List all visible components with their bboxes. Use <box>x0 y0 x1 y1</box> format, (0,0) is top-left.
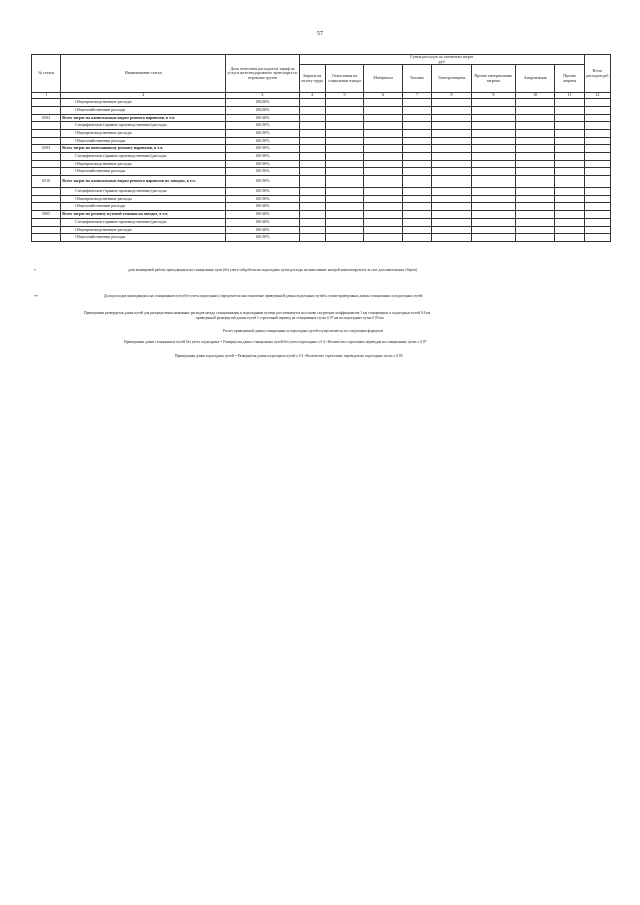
empty-value-cell <box>515 203 555 211</box>
empty-value-cell <box>325 99 364 107</box>
tariff-share: 100,00% <box>226 106 299 114</box>
header-depreciation: Амортизация <box>515 65 555 93</box>
empty-value-cell <box>584 99 610 107</box>
empty-value-cell <box>299 203 325 211</box>
empty-value-cell <box>555 153 584 161</box>
empty-value-cell <box>299 114 325 122</box>
table-row <box>32 226 611 234</box>
article-name: Общепроизводственные расходы <box>61 160 226 168</box>
footnote-2: Доля расходов приходящаяся на станционные пути (без учета подъездных) определяется как отношение приведенной длины подъездных путей к сумме приведенных длины станционных и подъездных путей <box>104 294 423 298</box>
tariff-share: 100,00% <box>226 99 299 107</box>
empty-value-cell <box>402 99 431 107</box>
header-other-costs: Прочие затраты <box>555 65 584 93</box>
empty-value-cell <box>402 195 431 203</box>
empty-value-cell <box>299 153 325 161</box>
article-name: Всего затрат по капитальным видам ремонта паровозов, в т.ч. <box>61 114 226 122</box>
empty-value-cell <box>325 114 364 122</box>
empty-value-cell <box>432 129 472 137</box>
table-row <box>32 176 611 188</box>
empty-value-cell <box>325 234 364 242</box>
article-code: 6503 <box>32 145 61 153</box>
empty-value-cell <box>471 129 515 137</box>
article-name: Общехозяйственные расходы <box>61 106 226 114</box>
header-cost-elements <box>299 55 584 65</box>
article-code <box>32 137 61 145</box>
empty-value-cell <box>299 188 325 196</box>
empty-value-cell <box>364 99 403 107</box>
empty-value-cell <box>432 203 472 211</box>
empty-value-cell <box>515 129 555 137</box>
empty-value-cell <box>432 137 472 145</box>
empty-value-cell <box>515 137 555 145</box>
empty-value-cell <box>299 226 325 234</box>
article-code: 5005 <box>32 211 61 219</box>
expense-table <box>31 54 611 242</box>
empty-value-cell <box>299 129 325 137</box>
empty-value-cell <box>364 188 403 196</box>
footnote-1: доля маневровой работы приходящаяся на станционные пути (без учета той работы на подъездных путях расходы на выполнение которой компенсируются за счет дополнительных сборов) <box>128 268 417 272</box>
empty-value-cell <box>402 129 431 137</box>
article-name: Всего затрат по капитальным видам ремонта паровозов по заводам, в т.ч. <box>61 176 226 188</box>
empty-value-cell <box>299 137 325 145</box>
column-number: 4 <box>299 93 325 99</box>
empty-value-cell <box>555 211 584 219</box>
empty-value-cell <box>584 234 610 242</box>
empty-value-cell <box>471 145 515 153</box>
empty-value-cell <box>432 234 472 242</box>
tariff-share: 100 00% <box>226 129 299 137</box>
empty-value-cell <box>364 122 403 130</box>
footnote-3-line2: приведенной развернутой длины путей 1 стрелочный перевод на станционных путях 0 07 км на подъездных путях 0 05 км <box>196 316 384 320</box>
empty-value-cell <box>402 176 431 188</box>
empty-value-cell <box>471 195 515 203</box>
tariff-share: 100 00% <box>226 122 299 130</box>
empty-value-cell <box>584 195 610 203</box>
footnote-6: Приведенная длина подъездных путей = Развернутая длина подъездных путей x 0 4 +Количество стрелочных переводов на подъездных путях x 0 05 <box>175 354 403 358</box>
empty-value-cell <box>515 153 555 161</box>
tariff-share: 100 00% <box>226 226 299 234</box>
empty-value-cell <box>299 145 325 153</box>
empty-value-cell <box>402 114 431 122</box>
article-code: 6510 <box>32 176 61 188</box>
empty-value-cell <box>515 176 555 188</box>
empty-value-cell <box>432 176 472 188</box>
column-number: 1 <box>32 93 61 99</box>
empty-value-cell <box>325 129 364 137</box>
empty-value-cell <box>584 218 610 226</box>
header-social-contributions: Отчисления на социальные нужды <box>325 65 364 93</box>
empty-value-cell <box>471 226 515 234</box>
tariff-share: 100 00% <box>226 211 299 219</box>
article-name: Всего затрат по внеплановому ремонту паровозов, в т.ч. <box>61 145 226 153</box>
empty-value-cell <box>584 137 610 145</box>
header-other-material: Прочие материальные затраты <box>471 65 515 93</box>
empty-value-cell <box>299 168 325 176</box>
empty-value-cell <box>515 99 555 107</box>
empty-value-cell <box>432 153 472 161</box>
empty-value-cell <box>555 176 584 188</box>
column-number: 10 <box>515 93 555 99</box>
table-row <box>32 153 611 161</box>
table-row <box>32 203 611 211</box>
empty-value-cell <box>364 145 403 153</box>
empty-value-cell <box>432 188 472 196</box>
empty-value-cell <box>555 188 584 196</box>
tariff-share: 100 00% <box>226 114 299 122</box>
empty-value-cell <box>299 160 325 168</box>
empty-value-cell <box>584 226 610 234</box>
empty-value-cell <box>555 168 584 176</box>
empty-value-cell <box>515 106 555 114</box>
empty-value-cell <box>364 218 403 226</box>
empty-value-cell <box>584 176 610 188</box>
empty-value-cell <box>471 168 515 176</box>
article-code <box>32 106 61 114</box>
empty-value-cell <box>364 106 403 114</box>
empty-value-cell <box>364 137 403 145</box>
empty-value-cell <box>364 203 403 211</box>
tariff-share: 100 00% <box>226 188 299 196</box>
empty-value-cell <box>555 137 584 145</box>
article-name: Специфические (прямые производственные) расходы <box>61 218 226 226</box>
table-row <box>32 122 611 130</box>
article-name: Общехозяйственные расходы <box>61 137 226 145</box>
empty-value-cell <box>402 203 431 211</box>
article-code <box>32 203 61 211</box>
empty-value-cell <box>555 122 584 130</box>
empty-value-cell <box>471 122 515 130</box>
footnote-marker-1: * <box>34 268 36 273</box>
column-number: 6 <box>364 93 403 99</box>
empty-value-cell <box>432 99 472 107</box>
empty-value-cell <box>432 160 472 168</box>
column-number: 5 <box>325 93 364 99</box>
empty-value-cell <box>402 234 431 242</box>
empty-value-cell <box>325 203 364 211</box>
empty-value-cell <box>364 168 403 176</box>
empty-value-cell <box>584 203 610 211</box>
page-number: 57 <box>317 31 323 37</box>
empty-value-cell <box>402 218 431 226</box>
empty-value-cell <box>325 106 364 114</box>
tariff-share: 100 00% <box>226 168 299 176</box>
empty-value-cell <box>325 188 364 196</box>
tariff-share: 100 00% <box>226 195 299 203</box>
tariff-share: 100 00% <box>226 145 299 153</box>
empty-value-cell <box>471 234 515 242</box>
empty-value-cell <box>325 211 364 219</box>
empty-value-cell <box>432 195 472 203</box>
empty-value-cell <box>584 145 610 153</box>
empty-value-cell <box>402 153 431 161</box>
empty-value-cell <box>584 160 610 168</box>
table-row <box>32 211 611 219</box>
empty-value-cell <box>471 188 515 196</box>
article-name: Общехозяйственные расходы <box>61 203 226 211</box>
empty-value-cell <box>432 226 472 234</box>
article-name: Общехозяйственные расходы <box>61 234 226 242</box>
article-name: Общехозяйственные расходы <box>61 168 226 176</box>
empty-value-cell <box>402 211 431 219</box>
article-code <box>32 226 61 234</box>
empty-value-cell <box>364 226 403 234</box>
tariff-share: 100 00% <box>226 160 299 168</box>
article-code <box>32 99 61 107</box>
empty-value-cell <box>432 122 472 130</box>
empty-value-cell <box>471 160 515 168</box>
empty-value-cell <box>402 106 431 114</box>
article-name: Специфические (прямые производственные) расходы <box>61 153 226 161</box>
empty-value-cell <box>402 145 431 153</box>
empty-value-cell <box>325 122 364 130</box>
article-code <box>32 122 61 130</box>
article-code <box>32 234 61 242</box>
empty-value-cell <box>471 153 515 161</box>
tariff-share: 100 00% <box>226 137 299 145</box>
empty-value-cell <box>584 211 610 219</box>
empty-value-cell <box>325 226 364 234</box>
empty-value-cell <box>325 195 364 203</box>
empty-value-cell <box>555 160 584 168</box>
table-row <box>32 99 611 107</box>
empty-value-cell <box>432 145 472 153</box>
empty-value-cell <box>555 203 584 211</box>
empty-value-cell <box>471 106 515 114</box>
empty-value-cell <box>471 137 515 145</box>
empty-value-cell <box>555 106 584 114</box>
empty-value-cell <box>402 226 431 234</box>
empty-value-cell <box>515 122 555 130</box>
empty-value-cell <box>555 195 584 203</box>
empty-value-cell <box>515 234 555 242</box>
empty-value-cell <box>325 137 364 145</box>
empty-value-cell <box>515 218 555 226</box>
column-number: 3 <box>226 93 299 99</box>
empty-value-cell <box>515 160 555 168</box>
empty-value-cell <box>471 114 515 122</box>
empty-value-cell <box>432 106 472 114</box>
table-row <box>32 114 611 122</box>
table-row <box>32 160 611 168</box>
header-article-number: № статьи <box>32 55 61 93</box>
empty-value-cell <box>325 176 364 188</box>
empty-value-cell <box>515 226 555 234</box>
empty-value-cell <box>555 99 584 107</box>
table-row <box>32 234 611 242</box>
article-name: Специфические (прямые производственные) расходы <box>61 188 226 196</box>
empty-value-cell <box>432 168 472 176</box>
empty-value-cell <box>299 218 325 226</box>
article-name: Всего затрат по ремонту путевой техники на заводах, в т.ч. <box>61 211 226 219</box>
article-name: Общепроизводственные расходы <box>61 99 226 107</box>
empty-value-cell <box>555 145 584 153</box>
empty-value-cell <box>555 114 584 122</box>
table-row <box>32 106 611 114</box>
header-total: Всего расходов руб <box>584 55 610 93</box>
article-name: Специфические (прямые производственные) расходы <box>61 122 226 130</box>
header-tariff-share: Доля отнесения расходов на тариф на услуги железнодорожного транспорта по перевозке грузов <box>226 55 299 93</box>
column-number: 11 <box>555 93 584 99</box>
empty-value-cell <box>299 99 325 107</box>
column-number: 12 <box>584 93 610 99</box>
column-number: 8 <box>432 93 472 99</box>
table-body <box>32 93 611 242</box>
header-cost-elements-line1: Сумма расходов по элементам затрат <box>410 54 474 59</box>
empty-value-cell <box>402 188 431 196</box>
empty-value-cell <box>325 218 364 226</box>
empty-value-cell <box>432 211 472 219</box>
header-fuel: Топливо <box>402 65 431 93</box>
article-name: Общепроизводственные расходы <box>61 226 226 234</box>
table-row <box>32 188 611 196</box>
footnote-4: Расчет приведенной длины станционных и подъездных путей осуществляется по следующим формулам <box>223 329 384 333</box>
article-code <box>32 168 61 176</box>
article-code <box>32 195 61 203</box>
empty-value-cell <box>402 122 431 130</box>
table-row <box>32 218 611 226</box>
empty-value-cell <box>555 218 584 226</box>
empty-value-cell <box>299 106 325 114</box>
empty-value-cell <box>555 129 584 137</box>
empty-value-cell <box>364 129 403 137</box>
column-number: 2 <box>61 93 226 99</box>
table-row <box>32 145 611 153</box>
tariff-share: 100 00% <box>226 234 299 242</box>
empty-value-cell <box>364 160 403 168</box>
article-code <box>32 218 61 226</box>
footnote-marker-2: ** <box>34 294 38 299</box>
empty-value-cell <box>432 114 472 122</box>
article-code <box>32 160 61 168</box>
empty-value-cell <box>515 188 555 196</box>
article-code: 6502 <box>32 114 61 122</box>
empty-value-cell <box>325 168 364 176</box>
empty-value-cell <box>299 176 325 188</box>
table-row <box>32 168 611 176</box>
empty-value-cell <box>471 176 515 188</box>
empty-value-cell <box>515 195 555 203</box>
article-code <box>32 153 61 161</box>
empty-value-cell <box>515 114 555 122</box>
tariff-share: 100 00% <box>226 203 299 211</box>
empty-value-cell <box>364 114 403 122</box>
header-materials: Материалы <box>364 65 403 93</box>
empty-value-cell <box>584 114 610 122</box>
table-row <box>32 195 611 203</box>
empty-value-cell <box>515 145 555 153</box>
column-number: 7 <box>402 93 431 99</box>
article-name: Общепроизводственные расходы <box>61 129 226 137</box>
empty-value-cell <box>471 99 515 107</box>
tariff-share: 100 00% <box>226 153 299 161</box>
empty-value-cell <box>325 145 364 153</box>
empty-value-cell <box>584 153 610 161</box>
empty-value-cell <box>325 160 364 168</box>
empty-value-cell <box>299 122 325 130</box>
empty-value-cell <box>584 168 610 176</box>
footnote-3-line1: Приведенная развернутая длина путей для распределения названных расходов между станционными и подъездными путями рассчитывается на основе следующих коэффициентов 1 км станционных и подъездных путей 0 4 км <box>84 311 431 315</box>
empty-value-cell <box>432 218 472 226</box>
empty-value-cell <box>555 226 584 234</box>
empty-value-cell <box>364 153 403 161</box>
empty-value-cell <box>364 176 403 188</box>
empty-value-cell <box>584 188 610 196</box>
empty-value-cell <box>515 211 555 219</box>
empty-value-cell <box>299 211 325 219</box>
header-article-name: Наименование статьи <box>61 55 226 93</box>
header-electricity: Электроэнергия <box>432 65 472 93</box>
empty-value-cell <box>555 234 584 242</box>
empty-value-cell <box>325 153 364 161</box>
empty-value-cell <box>471 218 515 226</box>
empty-value-cell <box>584 129 610 137</box>
article-code <box>32 129 61 137</box>
article-code <box>32 188 61 196</box>
table-row <box>32 129 611 137</box>
empty-value-cell <box>299 234 325 242</box>
column-number: 9 <box>471 93 515 99</box>
table-row <box>32 137 611 145</box>
tariff-share: 100 00% <box>226 218 299 226</box>
empty-value-cell <box>364 195 403 203</box>
empty-value-cell <box>471 211 515 219</box>
empty-value-cell <box>471 203 515 211</box>
tariff-share: 100 00% <box>226 176 299 188</box>
empty-value-cell <box>299 195 325 203</box>
empty-value-cell <box>364 234 403 242</box>
empty-value-cell <box>402 137 431 145</box>
empty-value-cell <box>584 106 610 114</box>
empty-value-cell <box>402 168 431 176</box>
empty-value-cell <box>515 168 555 176</box>
empty-value-cell <box>584 122 610 130</box>
article-name: Общепроизводственные расходы <box>61 195 226 203</box>
footnote-5: Приведенная длина станционных путей без учета подъездных = Развернутая длина станционных путей без учета подъездных x 0 4 +Количество стрелочных переводов на станционных путях x 0 07 <box>124 340 427 344</box>
header-labor-cost: Затраты на оплату труда <box>299 65 325 93</box>
empty-value-cell <box>402 160 431 168</box>
header-cost-elements-line2: руб <box>438 58 445 64</box>
empty-value-cell <box>364 211 403 219</box>
